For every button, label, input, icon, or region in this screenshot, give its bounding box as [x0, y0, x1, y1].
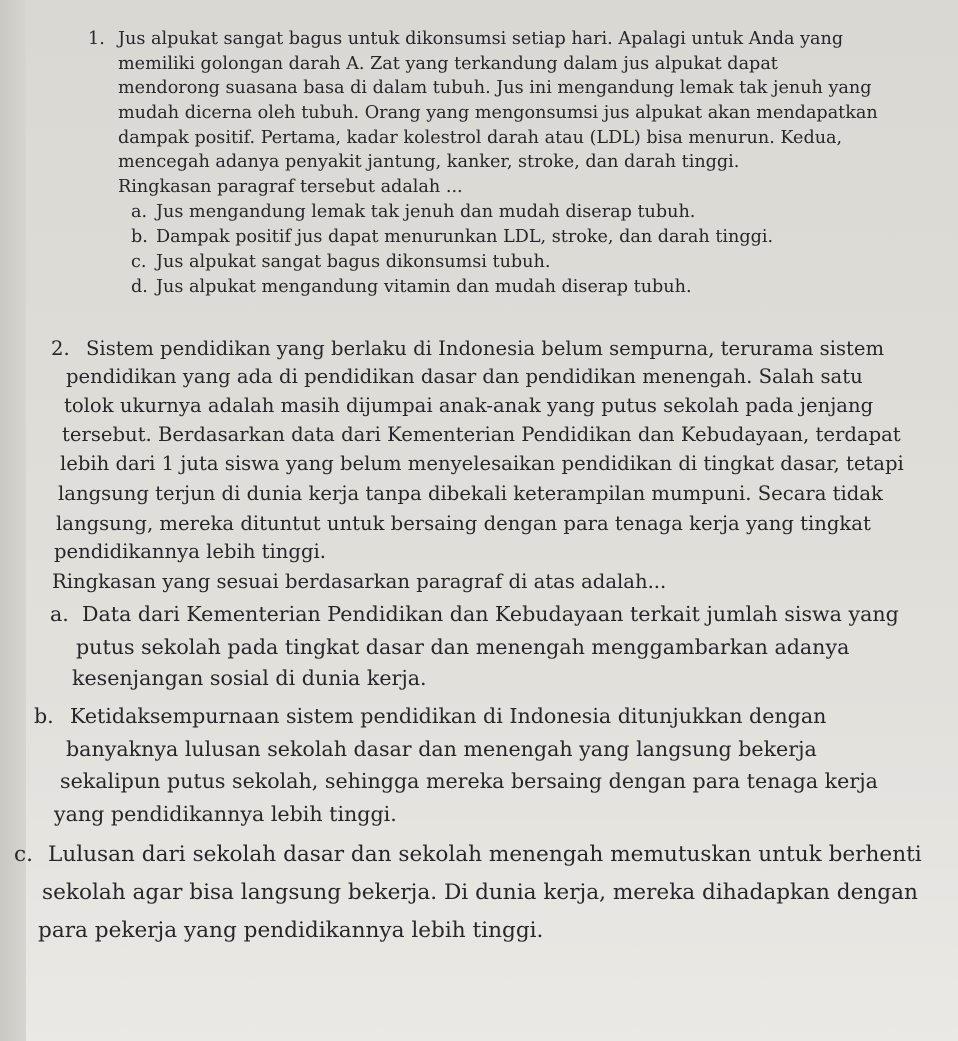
- q1-number: 1.: [88, 29, 105, 49]
- q2-option-a-line: Data dari Kementerian Pendidikan dan Kebudayaan terkait jumlah siswa yang: [82, 602, 899, 626]
- q2-option-b-letter: b.: [34, 704, 54, 728]
- q1-option-c-text: Jus alpukat sangat bagus dikonsumsi tubuh.: [156, 252, 551, 272]
- page-spine-shadow: [0, 0, 26, 1041]
- q2-option-b-line: sekalipun putus sekolah, sehingga mereka bersaing dengan para tenaga kerja: [60, 769, 878, 793]
- q2-prompt: Ringkasan yang sesuai berdasarkan paragraf di atas adalah...: [52, 570, 667, 593]
- q2-option-a-line: putus sekolah pada tingkat dasar dan menengah menggambarkan adanya: [76, 635, 850, 659]
- q1-option-b-text: Dampak positif jus dapat menurunkan LDL, stroke, dan darah tinggi.: [156, 227, 774, 247]
- q2-option-b-line: yang pendidikannya lebih tinggi.: [54, 802, 397, 826]
- q2-option-b-line: Ketidaksempurnaan sistem pendidikan di Indonesia ditunjukkan dengan: [70, 704, 827, 728]
- q2-option-c-line: Lulusan dari sekolah dasar dan sekolah menengah memutuskan untuk berhenti: [48, 842, 922, 867]
- q1-option-d-letter: d.: [131, 277, 148, 297]
- q1-option-c-letter: c.: [131, 252, 147, 272]
- q1-option-d-text: Jus alpukat mengandung vitamin dan mudah diserap tubuh.: [156, 277, 692, 297]
- q2-option-c-line: sekolah agar bisa langsung bekerja. Di dunia kerja, mereka dihadapkan dengan: [42, 880, 918, 905]
- q2-option-a-letter: a.: [50, 602, 69, 626]
- q1-option-a-letter: a.: [131, 202, 148, 222]
- q2-paragraph-line: tolok ukurnya adalah masih dijumpai anak-anak yang putus sekolah pada jenjang: [64, 394, 874, 417]
- q2-option-b-line: banyaknya lulusan sekolah dasar dan menengah yang langsung bekerja: [66, 737, 817, 761]
- q1-paragraph-line: mudah dicerna oleh tubuh. Orang yang mengonsumsi jus alpukat akan mendapatkan: [118, 103, 878, 123]
- q1-option-b-letter: b.: [131, 227, 148, 247]
- q1-prompt: Ringkasan paragraf tersebut adalah ...: [118, 177, 463, 197]
- q1-paragraph-line: Jus alpukat sangat bagus untuk dikonsumsi setiap hari. Apalagi untuk Anda yang: [118, 29, 844, 49]
- q2-option-c-letter: c.: [14, 842, 33, 867]
- q1-paragraph-line: dampak positif. Pertama, kadar kolestrol darah atau (LDL) bisa menurun. Kedua,: [118, 128, 843, 148]
- q2-option-a-line: kesenjangan sosial di dunia kerja.: [72, 666, 427, 690]
- q2-paragraph-line: langsung, mereka dituntut untuk bersaing dengan para tenaga kerja yang tingkat: [56, 512, 871, 535]
- q2-paragraph-line: langsung terjun di dunia kerja tanpa dibekali keterampilan mumpuni. Secara tidak: [58, 482, 883, 505]
- q2-paragraph-line: tersebut. Berdasarkan data dari Kementerian Pendidikan dan Kebudayaan, terdapat: [62, 423, 901, 446]
- q2-option-c-line: para pekerja yang pendidikannya lebih tinggi.: [38, 918, 544, 943]
- q2-number: 2.: [51, 337, 70, 360]
- q1-option-a-text: Jus mengandung lemak tak jenuh dan mudah diserap tubuh.: [156, 202, 696, 222]
- q2-paragraph-line: pendidikannya lebih tinggi.: [54, 540, 327, 563]
- q1-paragraph-line: mendorong suasana basa di dalam tubuh. Jus ini mengandung lemak tak jenuh yang: [118, 78, 872, 98]
- q1-paragraph-line: mencegah adanya penyakit jantung, kanker, stroke, dan darah tinggi.: [118, 152, 740, 172]
- q2-paragraph-line: pendidikan yang ada di pendidikan dasar dan pendidikan menengah. Salah satu: [66, 365, 863, 388]
- q2-paragraph-line: Sistem pendidikan yang berlaku di Indonesia belum sempurna, terurama sistem: [86, 337, 885, 360]
- q1-paragraph-line: memiliki golongan darah A. Zat yang terkandung dalam jus alpukat dapat: [118, 54, 778, 74]
- q2-paragraph-line: lebih dari 1 juta siswa yang belum menyelesaikan pendidikan di tingkat dasar, tetapi: [60, 452, 904, 475]
